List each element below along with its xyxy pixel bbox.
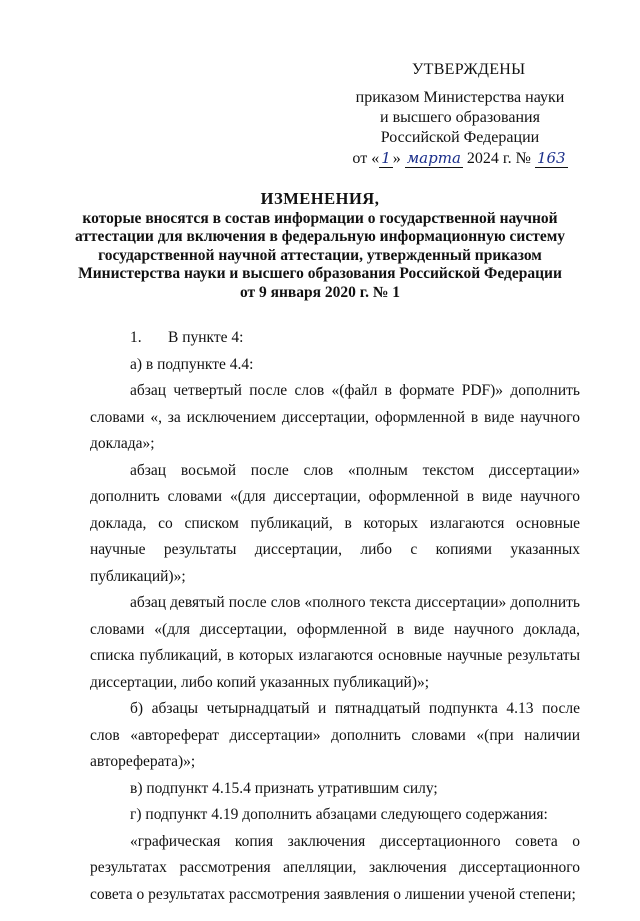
paragraph: абзац четвертый после слов «(файл в формате PDF)» дополнить словами «, за исключением диссертации, оформленной в виде научного доклада»; bbox=[90, 382, 580, 452]
paragraph: в) подпункт 4.15.4 признать утратившим силу; bbox=[130, 779, 438, 797]
approval-title: УТВЕРЖДЕНЫ bbox=[412, 61, 526, 78]
date-prefix: от « bbox=[352, 150, 380, 167]
heading-line: Министерства науки и высшего образования Российской Федерации bbox=[78, 265, 562, 282]
heading-line: от 9 января 2020 г. № 1 bbox=[239, 283, 401, 301]
heading-title: ИЗМЕНЕНИЯ, bbox=[260, 189, 380, 208]
approval-block bbox=[330, 60, 590, 169]
date-mid: » bbox=[392, 150, 401, 167]
handwritten-order-number: 163 bbox=[536, 149, 566, 167]
heading-line: государственной научной аттестации, утвержденный приказом bbox=[98, 246, 542, 264]
document-body bbox=[90, 325, 580, 908]
item-1-number: 1. bbox=[130, 329, 142, 346]
item-1 bbox=[90, 325, 580, 352]
document-heading bbox=[70, 190, 570, 302]
paragraph: «графическая копия заключения диссертационного совета о результатах рассмотрения апелляции, заключения диссертационного совета о результатах рассмотрения заявления о лишении ученой степени; bbox=[90, 832, 580, 903]
handwritten-month: марта bbox=[406, 149, 461, 167]
approval-line: и высшего образования bbox=[380, 109, 540, 126]
paragraph: а) в подпункте 4.4: bbox=[130, 355, 254, 373]
date-year: 2024 г. № bbox=[466, 150, 531, 167]
heading-line: которые вносятся в состав информации о государственной научной bbox=[82, 209, 558, 227]
approval-date-line bbox=[330, 148, 590, 169]
approval-line: Российской Федерации bbox=[380, 129, 540, 146]
heading-line: аттестации для включения в федеральную информационную систему bbox=[74, 228, 566, 245]
handwritten-day: 1 bbox=[381, 149, 391, 167]
paragraph: абзац восьмой после слов «полным текстом диссертации» дополнить словами «(для диссертации, оформленной в виде научного доклада, со списком публикаций, в которых излагаются основные научные результаты диссертации, либо с копиями указанных публикаций)»; bbox=[90, 461, 580, 585]
item-1-text: В пункте 4: bbox=[168, 329, 244, 346]
paragraph: абзац девятый после слов «полного текста диссертации» дополнить словами «(для диссертации, оформленной в виде научного доклада, списка публикаций, в которых излагаются основные научные результаты диссертации, либо копий указанных публикаций)»; bbox=[90, 594, 580, 691]
paragraph: б) абзацы четырнадцатый и пятнадцатый подпункта 4.13 после слов «автореферат диссертации» дополнить словами «(при наличии автореферата)»; bbox=[90, 700, 580, 770]
paragraph: г) подпункт 4.19 дополнить абзацами следующего содержания: bbox=[130, 806, 548, 823]
approval-line: приказом Министерства науки bbox=[355, 89, 565, 106]
